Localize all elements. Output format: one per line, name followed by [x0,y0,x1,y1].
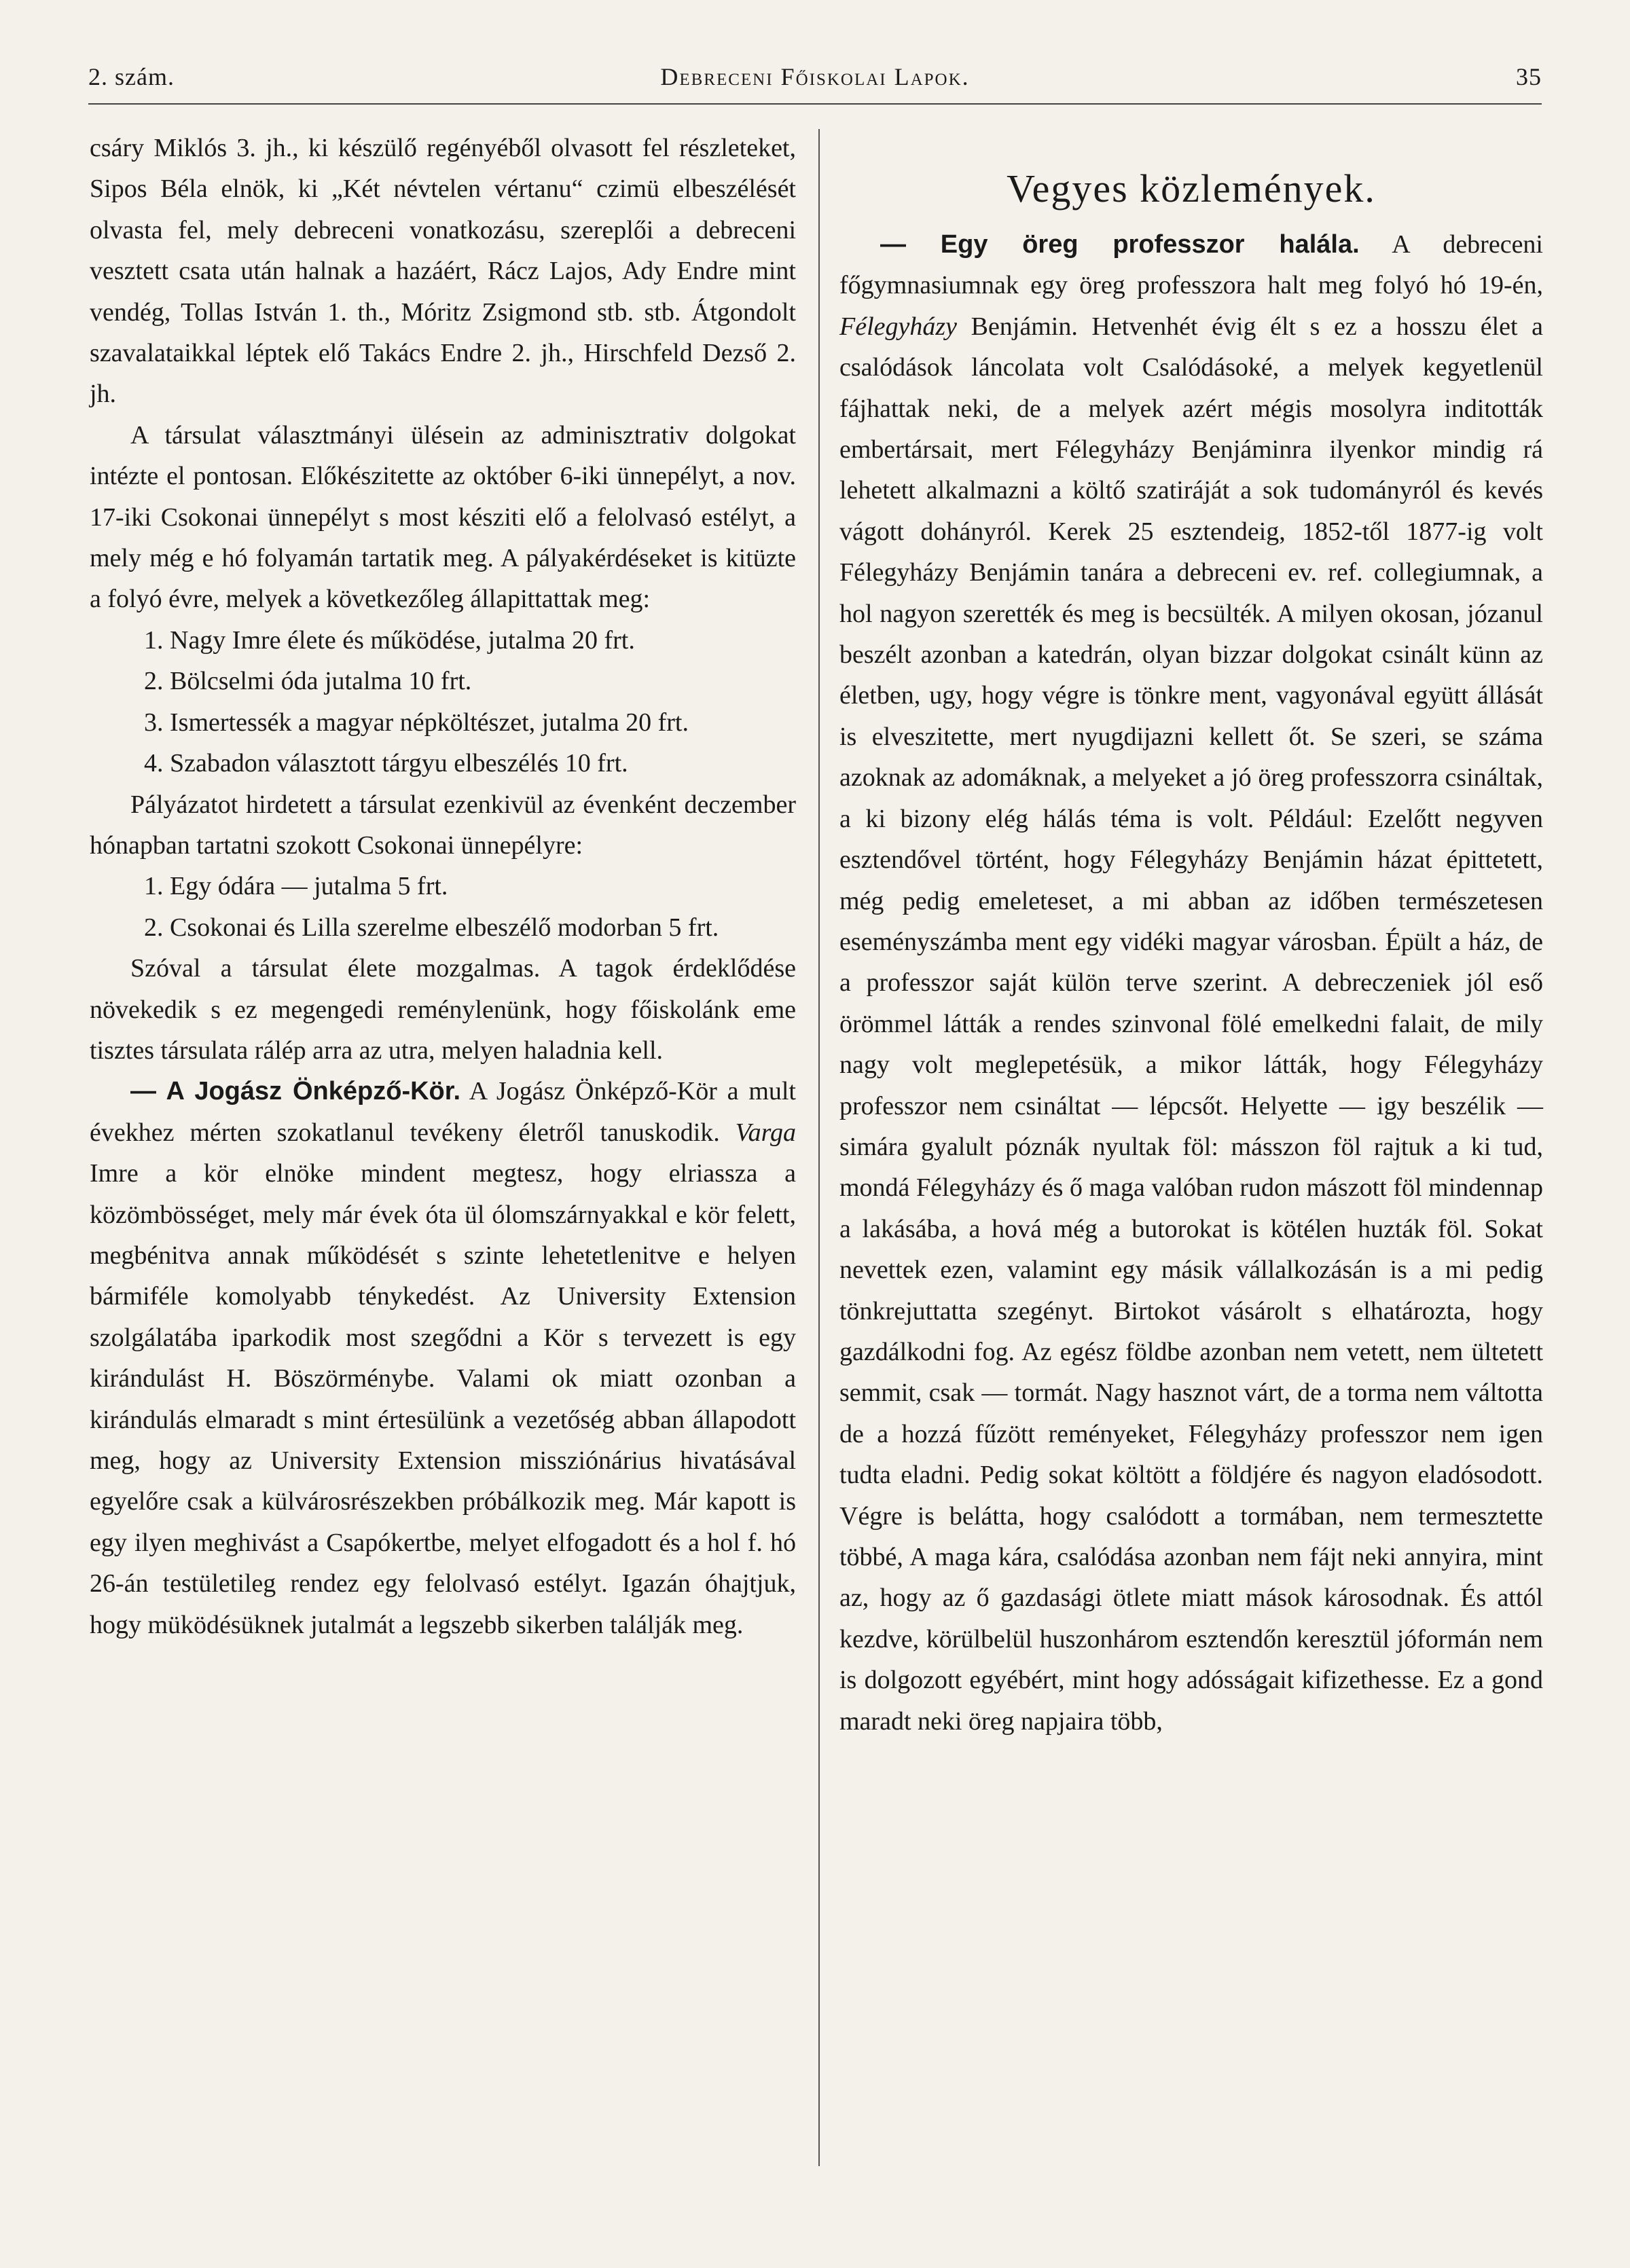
paragraph-law-circle [90,1071,796,1645]
issue-number: 2. szám. [88,63,175,90]
left-column [90,128,796,1645]
prize-item: 2. Bölcselmi óda jutalma 10 frt. [144,667,472,696]
prize-list [90,620,796,784]
column-divider [818,129,820,2166]
section-lead-law-circle: — A Jogász Önképző-Kör. [130,1077,461,1106]
publication-title: Debreceni Főiskolai Lapok. [660,63,970,90]
prize-item: 3. Ismertessék a magyar népköltészet, jutalma 20 frt. [144,708,689,737]
paragraph-professor-death [839,224,1543,1742]
header-divider [88,103,1542,105]
section-heading: Vegyes közlemények. [1007,166,1376,211]
section-lead-professor: — Egy öreg professzor halála. [880,230,1360,259]
paragraph-society-life: Szóval a társulat élete mozgalmas. A tagok érdeklődése növekedik s ez megengedi reménylenünk, hogy főiskolánk eme tisztes társulata rálép arra az utra, melyen haladnia kell. [90,954,796,1065]
right-column [839,128,1543,1742]
professor-text-b: Benjámin. Hetvenhét évig élt s ez a hosszu élet a csalódások láncolata volt Csalódásoké, a melyek kegyetlenül fájhattak neki, de a melyek azért mégis mosolyra inditották embertársait, mert Félegyházy Benjáminra ilyenkor mindig rá lehetett alkalmazni a költő szatiráját a sok tudományról és kevés vágott dohányról. Kerek 25 esztendeig, 1852-től 1877-ig volt Félegyházy Benjámin tanára a debreceni ev. ref. collegiumnak, a hol nagyon szerették és meg is becsülték. A milyen okosan, józanul beszélt azonban a katedrán, olyan bizzar dolgokat csinált künn az életben, ugy, hogy végre is tönkre ment, vagyonával együtt állását is elveszitette, mert nyugdijazni kellett őt. Se szeri, se száma azoknak az adomáknak, a melyeket a jó öreg professzorra csináltak, a ki bizony elég hálás téma is volt. Például: Ezelőtt negyven esztendővel történt, hogy Félegyházy Benjámin házat épittetett, még pedig emeleteset, a mi abban az időben természetesen eseményszámba ment egy vidéki magyar városban. Épült a ház, de a professzor saját külön terve szerint. A debreczeniek jól eső örömmel látták a rendes szinvonal fölé emelkedni falait, de mily nagy volt meglepetésük, a mikor látták, hogy Félegyházy professzor nem csináltat — lépcsőt. Helyette — igy beszélik — simára gyalult póznák nyultak föl: másszon föl rajtuk a ki tud, mondá Félegyházy és ő maga valóban rudon mászott föl mindennap a lakásába, a hová még a butorokat is kötélen huzták föl. Sokat nevettek ezen, valamint egy másik vállalkozásán is a mi pedig tönkrejuttatta szegényt. Birtokot vásárolt s elhatározta, hogy gazdálkodni fog. Az egész földbe azonban nem vetett, nem ültetett semmit, csak — tormát. Nagy hasznot várt, de a torma nem váltotta de a hozzá fűzött reményeket, Félegyházy professzor nem igen tudta eladni. Pedig sokat költött a földjére és nagyon eladósodott. Végre is belátta, hogy csalódott a tormában, nem termesztette többé, A maga kára, csalódása azonban nem fájt neki annyira, mint az, hogy az ő gazdasági ötlete miatt mások károsodnak. És attól kezdve, körülbelül huszonhárom esztendőn keresztül jóformán nem is dolgozott egyébért, mint hogy adósságait kifizethesse. Ez a gond maradt neki öreg napjaira több, [839,312,1543,1736]
professor-text-a: A debreceni főgymnasiumnak egy öreg professzora halt meg folyó hó 19-én, [839,230,1543,300]
professor-name: Félegyházy [839,312,958,341]
prize-item: 1. Egy ódára — jutalma 5 frt. [144,872,448,901]
law-circle-text-a: A Jogász Önképző-Kör a mult évekhez mérten szokatlanul tevékeny életről tanuskodik. [90,1077,796,1147]
prize-item: 2. Csokonai és Lilla szerelme elbeszélő modorban 5 frt. [144,913,719,942]
president-name: Varga [735,1118,796,1147]
paragraph-continuation: csáry Miklós 3. jh., ki készülő regényéből olvasott fel részleteket, Sipos Béla elnök, ki „Két névtelen vértanu“ czimü elbeszélését olvasta fel, mely debreceni vonatkozásu, szereplői a debreceni vesztett csata után halnak a hazáért, Rácz Lajos, Ady Endre mint vendég, Tollas István 1. th., Móritz Zsigmond stb. stb. Átgondolt szavalataikkal léptek elő Takács Endre 2. jh., Hirschfeld Dezső 2. jh. [90,134,796,409]
page-header [88,62,1542,103]
paragraph-csokonai-contest: Pályázatot hirdetett a társulat ezenkivül az évenként deczember hónapban tartatni szokott Csokonai ünnepélyre: [90,790,796,860]
law-circle-text-b: Imre a kör elnöke mindent megtesz, hogy elriassza a közömbösséget, mely már évek óta ül ólomszárnyakkal e kör felett, megbénitva annak működését s szinte lehetetlenitve e helyen bármiféle komolyabb ténykedést. Az University Extension szolgálatába iparkodik most szegődni a Kör s tervezett is egy kirándulást H. Böszörménybe. Valami ok miatt ozonban a kirándulás elmaradt s mint értesülünk a vezetőség abban állapodott meg, hogy az University Extension missziónárius hivatásával egyelőre csak a külvárosrészekben próbálkozik meg. Már kapott is egy ilyen meghivást a Csapókertbe, melyet elfogadott és a hol f. hó 26-án testületileg rendez egy felolvasó estélyt. Igazán óhajtjuk, hogy müködésüknek jutalmát a legszebb sikerben találják meg. [90,1159,796,1639]
prize-item: 4. Szabadon választott tárgyu elbeszélés 10 frt. [144,749,628,778]
paragraph-society-meetings: A társulat választmányi ülésein az adminisztrativ dolgokat intézte el pontosan. Előkészitette az október 6-iki ünnepélyt, a nov. 17-iki Csokonai ünnepélyt s most késziti elő a felolvasó estélyt, a mely még e hó folyamán tartatik meg. A pályakérdéseket is kitüzte a folyó évre, melyek a következőleg állapittattak meg: [90,420,796,614]
page-number: 35 [1516,63,1542,90]
csokonai-prize-list [90,866,796,948]
prize-item: 1. Nagy Imre élete és működése, jutalma 20 frt. [144,625,635,655]
